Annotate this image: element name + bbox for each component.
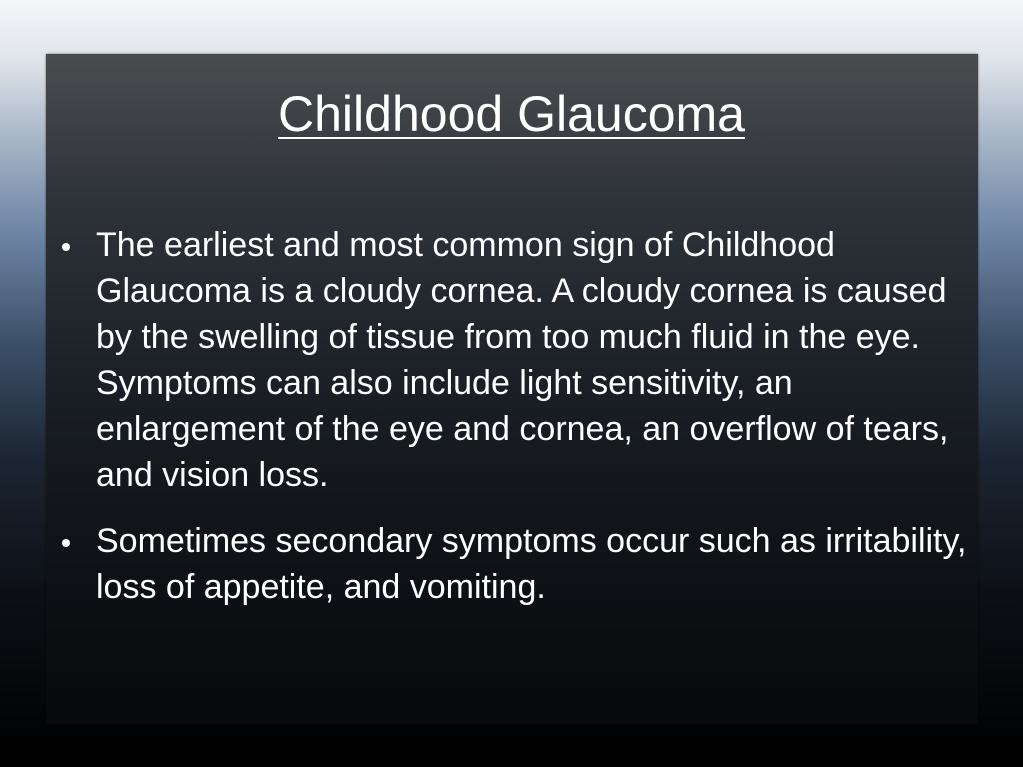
bullet-text: Sometimes secondary symptoms occur such as irritability, loss of appetite, and vomiting. — [96, 522, 967, 606]
bullet-list — [56, 222, 986, 630]
slide-title-text: Childhood Glaucoma — [278, 86, 745, 142]
bullet-dot-icon — [62, 539, 70, 547]
bullet-item — [56, 518, 986, 610]
slide-title — [0, 84, 1023, 144]
bullet-item — [56, 222, 986, 498]
bullet-text: The earliest and most common sign of Childhood Glaucoma is a cloudy cornea. A cloudy cornea is caused by the swelling of tissue from too much fluid in the eye. Symptoms can also include light sensitivity, an enlargement of the eye and cornea, an overflow of tears, and vision loss. — [96, 226, 949, 494]
bullet-dot-icon — [62, 243, 70, 251]
